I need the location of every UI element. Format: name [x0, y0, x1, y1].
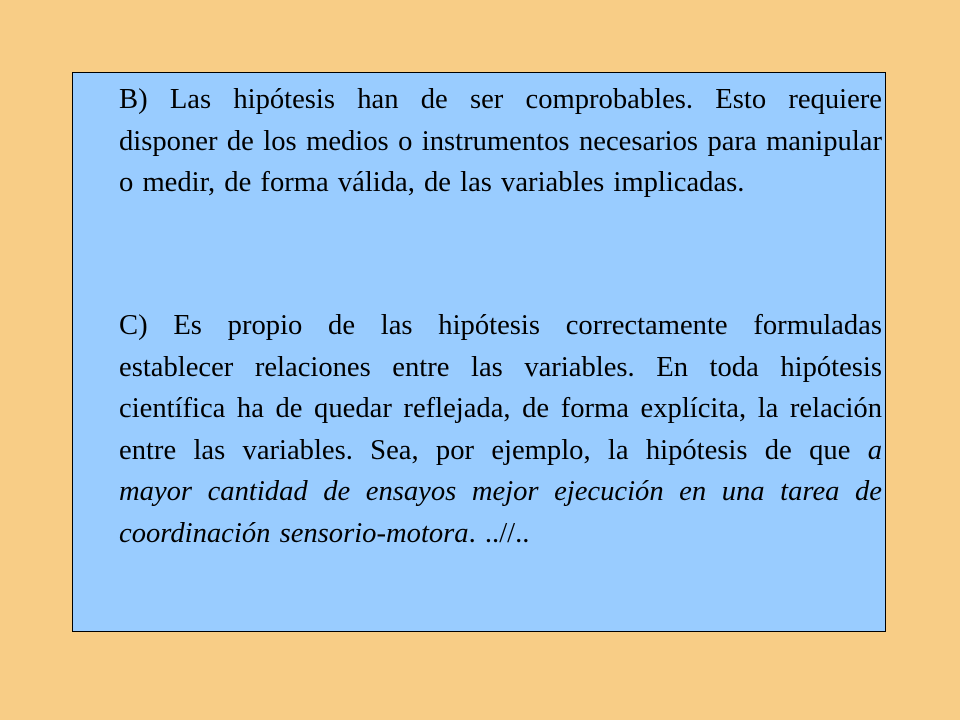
paragraph-c-text: C) Es propio de las hipótesis correctamente formuladas establecer relaciones entre las variables. En toda hipótesis científica ha de quedar reflejada, de forma explícita, la relación entre las variables. Sea, por ejemplo, la hipótesis de que — [119, 310, 882, 466]
paragraph-b: B) Las hipótesis han de ser comprobables. Esto requiere disponer de los medios o instrumentos necesarios para manipular o medir, de forma válida, de las variables implicadas. — [119, 84, 882, 199]
paragraph-c-ending: . ..//.. — [468, 517, 530, 549]
text-box — [72, 72, 886, 632]
example-hypothesis: a mayor cantidad de ensayos mejor ejecución en una tarea de coordinación sensorio-motora — [119, 434, 882, 549]
paragraph-c — [119, 305, 882, 555]
